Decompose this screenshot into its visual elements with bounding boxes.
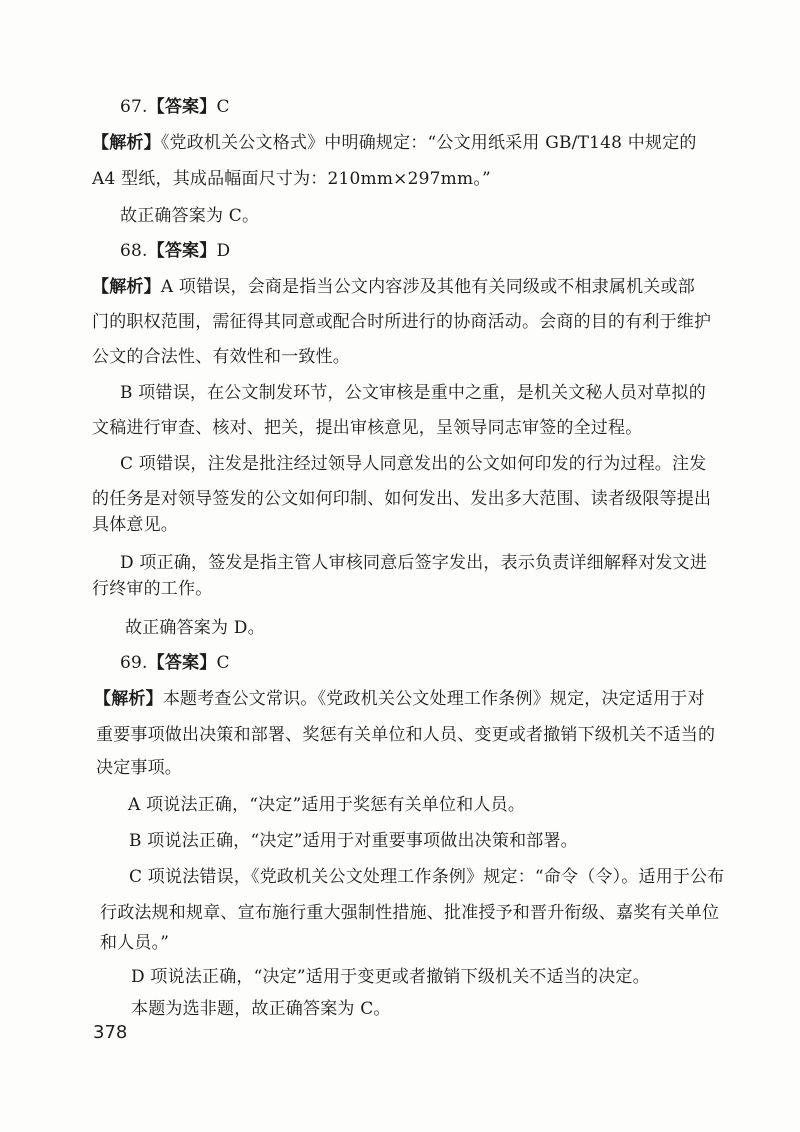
q68-c-line-2: 的任务是对领导签发的公文如何印制、如何发出、发出多大范围、读者级限等提出 [92, 489, 712, 509]
page-number: 378 [93, 1022, 128, 1043]
q68-d-line-1: D 项正确，签发是指主管人审核同意后签字发出，表示负责详细解释对发文进 [120, 553, 708, 573]
q69-conclusion: 本题为选非题，故正确答案为 C。 [131, 999, 391, 1019]
answer-tag: 【答案】 [147, 97, 217, 117]
q68-a-line-2: 门的职权范围，需征得其同意或配合时所进行的协商活动。会商的目的有利于维护 [92, 312, 712, 332]
analysis-tag: 【解析】 [94, 689, 163, 709]
question-number: 69. [120, 653, 148, 673]
analysis-text: A 项错误，会商是指当公文内容涉及其他有关同级或不相隶属机关或部 [160, 277, 695, 297]
answer-value: C [216, 97, 230, 117]
q69-a-line: A 项说法正确，“决定”适用于奖惩有关单位和人员。 [128, 795, 526, 815]
answer-tag: 【答案】 [147, 653, 217, 673]
answer-value: D [216, 241, 231, 261]
q67-analysis-line-2: A4 型纸，其成品幅面尺寸为：210mm×297mm。” [92, 169, 491, 189]
q69-analysis-line-1 [94, 688, 705, 710]
q68-a-line-3: 公文的合法性、有效性和一致性。 [92, 347, 350, 367]
q69-analysis-line-3: 决定事项。 [96, 758, 182, 778]
q68-c-line-1: C 项错误，注发是批注经过领导人同意发出的公文如何印发的行为过程。注发 [120, 454, 707, 474]
q69-d-line: D 项说法正确，“决定”适用于变更或者撤销下级机关不适当的决定。 [131, 967, 650, 987]
analysis-text: 本题考查公文常识。《党政机关公文处理工作条例》规定，决定适用于对 [162, 689, 705, 709]
q67-answer-line [120, 96, 230, 118]
q68-c-line-3: 具体意见。 [92, 515, 178, 535]
analysis-text: 《党政机关公文格式》中明确规定：“公文用纸采用 GB/T148 中规定的 [160, 133, 697, 153]
q69-c-line-3: 和人员。” [100, 933, 170, 953]
q67-analysis-line-1 [92, 132, 697, 154]
question-number: 67. [120, 97, 148, 117]
q69-c-line-2: 行政法规和规章、宣布施行重大强制性措施、批准授予和晋升衔级、嘉奖有关单位 [100, 903, 720, 923]
question-number: 68. [120, 241, 148, 261]
q68-analysis-line-1 [92, 276, 695, 298]
q69-answer-line [120, 652, 230, 674]
q68-answer-line [120, 240, 230, 262]
q68-b-line-2: 文稿进行审查、核对、把关，提出审核意见，呈领导同志审签的全过程。 [92, 418, 643, 438]
q69-analysis-line-2: 重要事项做出决策和部署、奖惩有关单位和人员、变更或者撤销下级机关不适当的 [96, 725, 716, 745]
q68-d-line-2: 行终审的工作。 [92, 579, 213, 599]
q69-b-line: B 项说法正确，“决定”适用于对重要事项做出决策和部署。 [129, 831, 578, 851]
answer-value: C [216, 653, 230, 673]
q69-c-line-1: C 项说法错误，《党政机关公文处理工作条例》规定：“命令（令）。适用于公布 [129, 867, 725, 887]
q68-b-line-1: B 项错误，在公文制发环节，公文审核是重中之重，是机关文秘人员对草拟的 [120, 383, 706, 403]
analysis-tag: 【解析】 [92, 133, 161, 153]
analysis-tag: 【解析】 [92, 277, 161, 297]
q67-conclusion: 故正确答案为 C。 [120, 206, 260, 226]
q68-conclusion: 故正确答案为 D。 [125, 618, 265, 638]
answer-tag: 【答案】 [147, 241, 217, 261]
